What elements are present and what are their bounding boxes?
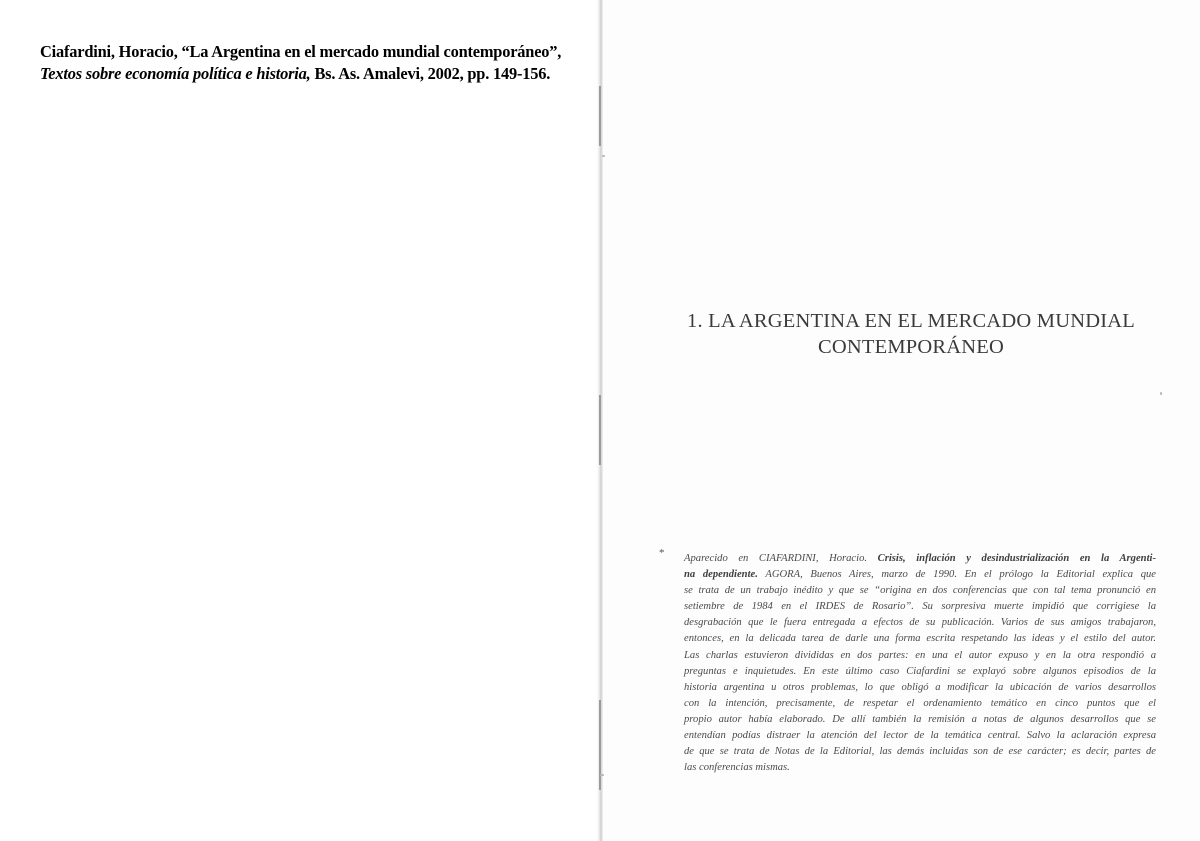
footnote-line: Las charlas estuvieron divididas en dos partes: en una el autor expuso y en la otra respondió a [684,649,1156,661]
footnote-text [684,551,1156,776]
citation-publisher: Bs. As. Amalevi, 2002, pp. 149-156. [310,64,551,83]
footnote-line: propio autor había elaborado. De allí también la remisión a notas de algunos desarrollos que se [684,713,1156,725]
bibliographic-citation [40,41,600,85]
footnote-line: na dependiente. AGORA, Buenos Aires, marzo de 1990. En el prólogo la Editorial explica que [684,569,1156,581]
footnote-line: se trata de un trabajo inédito y que se “origina en dos conferencias que con tal tema pronunció en [684,585,1156,597]
citation-line-1: Ciafardini, Horacio, “La Argentina en el mercado mundial contemporáneo”, [40,42,562,61]
book-title: Crisis, inflación y desindustrialización en la Argenti- [877,553,1156,564]
gutter-shadow [599,700,601,790]
footnote-line: Aparecido en CIAFARDINI, Horacio. Crisis, inflación y desindustrialización en la Argenti- [684,553,1156,564]
book-title: na dependiente. [684,569,758,581]
left-page [0,0,598,841]
scan-speck [602,155,605,157]
scan-speck [1160,392,1162,395]
scan-speck [600,774,604,776]
footnote-line: entendían podías distraer la atención del lector de la temática central. Salvo la aclaración expresa [684,730,1156,742]
footnote-marker: * [659,547,665,559]
footnote-line: con la intención, precisamente, de respetar el ordenamiento temático en cinco puntos que el [684,697,1156,709]
footnote-line: de que se trata de Notas de la Editorial, las demás incluidas son de ese carácter; es decir, partes de [684,746,1156,758]
footnote-line: historia argentina u otros problemas, lo que obligó a modificar la ubicación de varios desarrollos [684,681,1156,693]
footnote-line: las conferencias mismas. [684,762,790,774]
chapter-title-line-1: 1. LA ARGENTINA EN EL MERCADO MUNDIAL [687,310,1135,332]
footnote-line: desgrabación que le fuera entregada a efectos de su publicación. Varios de sus amigos trabajaron, [684,617,1156,629]
gutter-shadow [599,395,601,465]
gutter-shadow [599,86,601,146]
citation-book-title: Textos sobre economía política e historia, [40,64,311,83]
footnote-line: preguntas e inquietudes. En este último caso Ciafardini se explayó sobre algunos episodios de la [684,665,1156,677]
footnote-line: setiembre de 1984 en el IRDES de Rosario”. Su sorpresiva muerte impidió que corrigiese la [684,601,1156,613]
chapter-title-line-2: CONTEMPORÁNEO [818,336,1004,358]
footnote-line: entonces, en la delicada tarea de darle una forma escrita respetando las ideas y el estilo del autor. [684,633,1156,645]
citation-line-2 [40,63,600,85]
chapter-title [668,308,1154,360]
